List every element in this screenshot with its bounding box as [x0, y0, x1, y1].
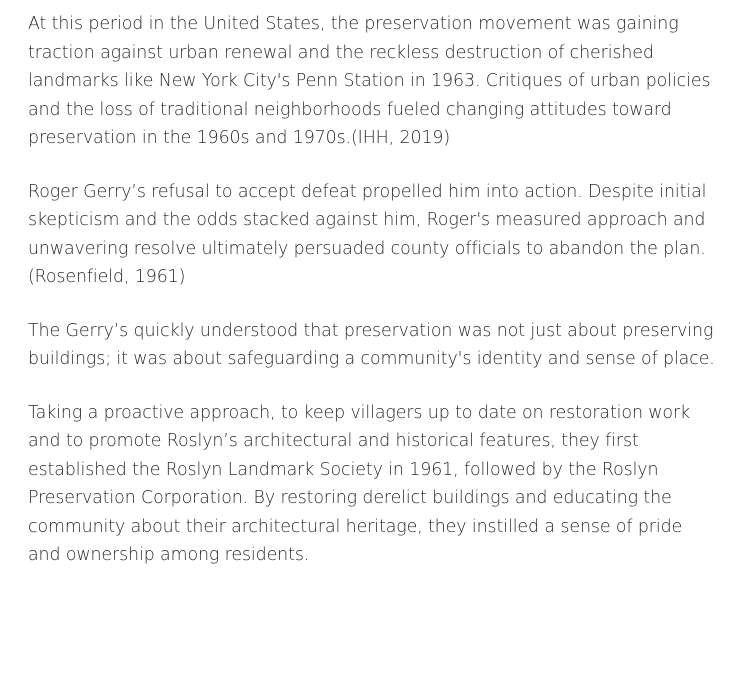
article-body: [28, 10, 718, 570]
paragraph-gerry-understanding: The Gerry’s quickly understood that preservation was not just about preserving buildings; it was about safeguarding a community's identity and sense of place.: [28, 320, 715, 369]
paragraph-proactive-approach: Taking a proactive approach, to keep villagers up to date on restoration work and to promote Roslyn’s architectural and historical features, they first established the Roslyn Landmark Society in 1961, followed by the Roslyn Preservation Corporation. By restoring derelict buildings and educating the community about their architectural heritage, they instilled a sense of pride and ownership among residents.: [28, 402, 690, 565]
paragraph-roger-gerry-refusal: Roger Gerry’s refusal to accept defeat propelled him into action. Despite initial skepticism and the odds stacked against him, Roger's measured approach and unwavering resolve ultimately persuaded county officials to abandon the plan.(Rosenfield, 1961): [28, 181, 707, 287]
paragraph-preservation-movement: At this period in the United States, the preservation movement was gaining traction against urban renewal and the reckless destruction of cherished landmarks like New York City's Penn Station in 1963. Critiques of urban policies and the loss of traditional neighborhoods fueled changing attitudes toward preservation in the 1960s and 1970s.(IHH, 2019): [28, 14, 711, 148]
